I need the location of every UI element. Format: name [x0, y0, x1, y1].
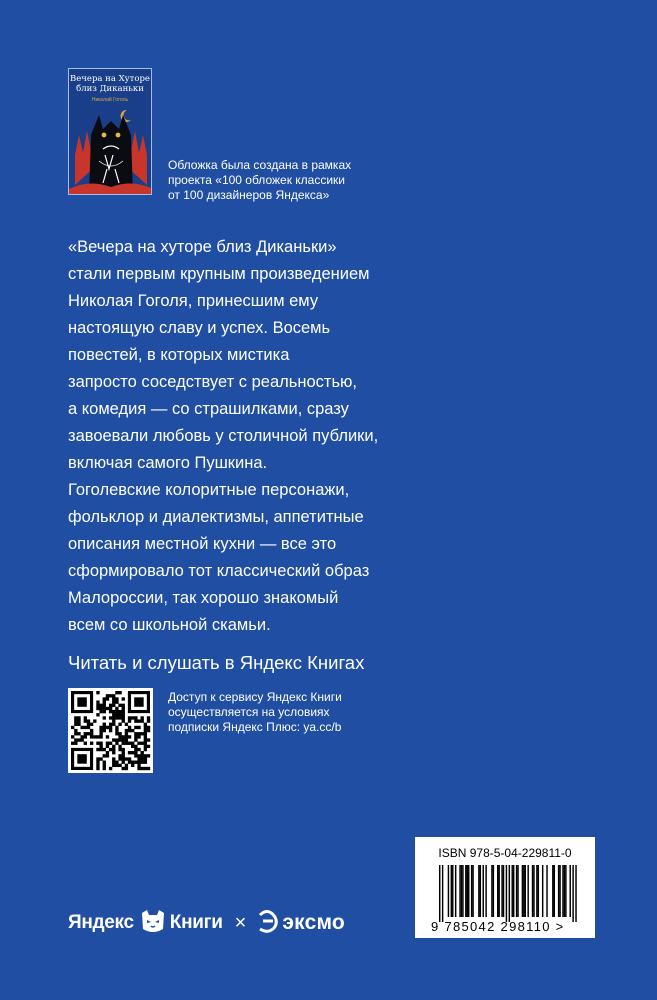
thumbnail-title-line-2: близ Диканьки — [76, 84, 144, 94]
eksmo-mark-icon — [256, 909, 278, 938]
cover-thumbnail — [68, 68, 152, 195]
annotation-line: Малороссии, так хорошо знакомый — [68, 589, 339, 607]
yandex-logo-text: Яндекс — [68, 912, 134, 933]
isbn-number: ISBN 978-5-04-229811-0 — [438, 846, 572, 860]
qr-code[interactable] — [68, 688, 153, 773]
access-line: Доступ к сервису Яндекс Книги — [168, 690, 342, 704]
annotation-line: Николая Гоголя, принесшим ему — [68, 292, 319, 310]
annotation-line: повестей, в которых мистика — [68, 346, 290, 364]
isbn-barcode — [415, 837, 595, 938]
cover-credit — [168, 158, 351, 203]
book-annotation — [68, 234, 378, 639]
publisher-logos — [68, 905, 345, 941]
thumbnail-illustration — [69, 105, 152, 195]
access-line: подписки Яндекс Плюс: ya.cc/b — [168, 720, 342, 734]
thumbnail-title-line-1: Вечера на Хуторе — [70, 74, 150, 84]
read-listen-heading: Читать и слушать в Яндекс Книгах — [68, 652, 365, 673]
credit-line: Обложка была создана в рамках — [168, 158, 352, 172]
annotation-line: сформировало тот классический образ — [68, 562, 370, 580]
thumbnail-title — [69, 74, 151, 94]
annotation-line: запросто соседствует с реальностью, — [68, 373, 357, 391]
annotation-line: описания местной кухни — все это — [68, 535, 337, 553]
annotation-line: всем со школьной скамьи. — [68, 616, 271, 634]
cat-logo-icon — [140, 909, 166, 938]
barcode-digits: 9 785042 298110 > — [431, 919, 565, 934]
annotation-line: фольклор и диалектизмы, аппетитные — [68, 508, 364, 526]
credit-line: от 100 дизайнеров Яндекса» — [168, 188, 330, 202]
annotation-line: завоевали любовь у столичной публики, — [68, 427, 379, 445]
annotation-line: а комедия — со страшилками, сразу — [68, 400, 349, 418]
annotation-line: «Вечера на хуторе близ Диканьки» — [68, 238, 337, 256]
access-line: осуществляется на условиях — [168, 705, 330, 719]
annotation-line: настоящую славу и успех. Восемь — [68, 319, 331, 337]
knigi-logo-text: Книги — [169, 912, 223, 933]
annotation-line: включая самого Пушкина. — [68, 454, 268, 472]
annotation-line: Гоголевские колоритные персонажи, — [68, 481, 350, 499]
eksmo-logo-text: эксмо — [282, 911, 345, 934]
credit-line: проекта «100 обложек классики — [168, 173, 345, 187]
thumbnail-author: Николай Гоголь — [91, 97, 129, 103]
annotation-line: стали первым крупным произведением — [68, 265, 370, 283]
logo-separator: × — [234, 911, 247, 934]
access-info — [168, 690, 342, 735]
